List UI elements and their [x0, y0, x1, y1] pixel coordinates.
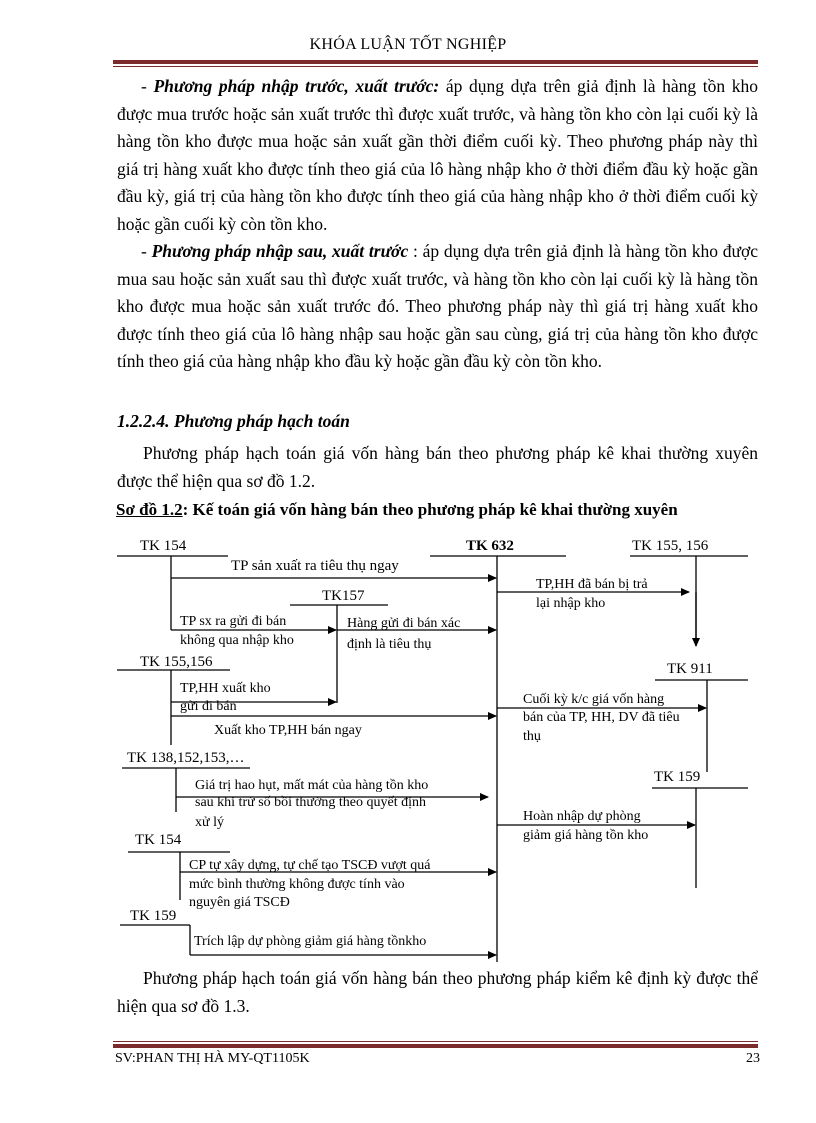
fifo-text: áp dụng dựa trên giả định là hàng tồn kho được mua trước hoặc sản xuất trước thì được xuất trước, và hàng tồn kho còn lại cuối kỳ là hàng tồn kho được mua hoặc sản xuất gần thời điểm cuối kỳ. Theo phương pháp này thì giá trị hàng xuất kho được tính theo giá của lô hàng nhập kho ở thời điểm đầu kỳ hoặc gần đầu kỳ, giá trị của hàng tồn kho được tính theo giá của hàng nhập kho ở thời điểm cuối kỳ hoặc gần cuối kỳ còn tồn kho. [117, 76, 759, 234]
footer-page-number: 23 [746, 1051, 760, 1066]
flow-tra-lai-2: lại nhập kho [536, 596, 606, 611]
flow-hao-hut-3: xử lý [195, 815, 224, 830]
caption-label: Sơ đồ 1.2 [116, 500, 183, 519]
tk155-156-left-label: TK 155,156 [140, 654, 213, 670]
tk138-label: TK 138,152,153,… [127, 750, 245, 766]
flow-tp-sx-gui-2: không qua nhập kho [180, 633, 294, 648]
flow-cp-tu-xd-3: nguyên giá TSCĐ [189, 895, 290, 910]
tk632-label: TK 632 [466, 538, 514, 554]
footer-rule-thick [113, 1044, 758, 1048]
flow-hao-hut-1: Giá trị hao hụt, mất mát của hàng tồn kho [195, 778, 429, 793]
footer-rule-thin [113, 1041, 758, 1042]
lifo-text: : áp dụng dựa trên giả định là hàng tồn kho được mua sau hoặc sản xuất sau thì được xuất trước, và hàng tồn kho còn lại cuối kỳ là hàng tồn kho được mua hoặc sản xuất trước đó. Theo phương pháp này thì giá trị hàng xuất kho được tính theo giá của lô hàng nhập sau hoặc gần sau cùng, giá trị của hàng tồn kho được tính theo giá của hàng nhập kho đầu kỳ hoặc gần đầu kỳ còn tồn kho. [117, 241, 758, 371]
tk154-bottom-label: TK 154 [135, 832, 182, 848]
paragraph-intro: Phương pháp hạch toán giá vốn hàng bán theo phương pháp kê khai thường xuyên được thể hiện qua sơ đồ 1.2. [117, 443, 758, 491]
footer-author: SV:PHAN THỊ HÀ MY-QT1105K [115, 1051, 310, 1066]
flow-tra-lai-1: TP,HH đã bán bị trả [536, 577, 648, 592]
flow-tp-hh-xuat-1: TP,HH xuất kho [180, 681, 271, 696]
flow-cuoi-ky-3: thụ [523, 729, 541, 744]
flow-tp-hh-xuat-2: gửi đi bán [180, 699, 237, 714]
flow-tp-sx-tieu-thu: TP sản xuất ra tiêu thụ ngay [231, 558, 399, 574]
page-header: KHÓA LUẬN TỐT NGHIỆP [309, 36, 507, 53]
lifo-term: Phương pháp nhập sau, xuất trước [151, 241, 409, 261]
tk157-label: TK157 [322, 588, 365, 604]
flow-cuoi-ky-1: Cuối kỳ k/c giá vốn hàng [523, 692, 665, 707]
fifo-term: Phương pháp nhập trước, xuất trước: [153, 76, 440, 96]
tk911-label: TK 911 [667, 661, 713, 677]
section-heading: 1.2.2.4. Phương pháp hạch toán [117, 411, 350, 431]
flow-hang-gui-2: định là tiêu thụ [347, 637, 432, 652]
flow-hao-hut-2: sau khi trừ số bồi thường theo quyết định [195, 795, 427, 810]
tk159-right-label: TK 159 [654, 769, 701, 785]
flow-cuoi-ky-2: bán của TP, HH, DV đã tiêu [523, 710, 680, 725]
paragraph-next: Phương pháp hạch toán giá vốn hàng bán theo phương pháp kiểm kê định kỳ được thể hiện qua sơ đồ 1.3. [117, 968, 758, 1016]
flow-cp-tu-xd-1: CP tự xây dựng, tự chế tạo TSCĐ vượt quá [189, 858, 431, 873]
flow-tp-sx-gui-1: TP sx ra gửi đi bán [180, 614, 287, 629]
fifo-dash: - [141, 76, 147, 96]
tk154-top-label: TK 154 [140, 538, 187, 554]
tk155-156-right-label: TK 155, 156 [632, 538, 709, 554]
lifo-dash: - [141, 241, 147, 261]
flow-trich-lap: Trích lập dự phòng giảm giá hàng tồnkho [194, 934, 427, 949]
flow-xuat-kho-ban: Xuất kho TP,HH bán ngay [214, 723, 362, 738]
flow-hang-gui-1: Hàng gửi đi bán xác [347, 616, 461, 631]
flow-hoan-nhap-2: giảm giá hàng tồn kho [523, 828, 649, 843]
tk159-bottom-label: TK 159 [130, 908, 177, 924]
caption-text: : Kế toán giá vốn hàng bán theo phương pháp kê khai thường xuyên [182, 500, 678, 519]
flow-cp-tu-xd-2: mức bình thường không được tính vào [189, 877, 405, 892]
flow-hoan-nhap-1: Hoàn nhập dự phòng [523, 809, 641, 824]
